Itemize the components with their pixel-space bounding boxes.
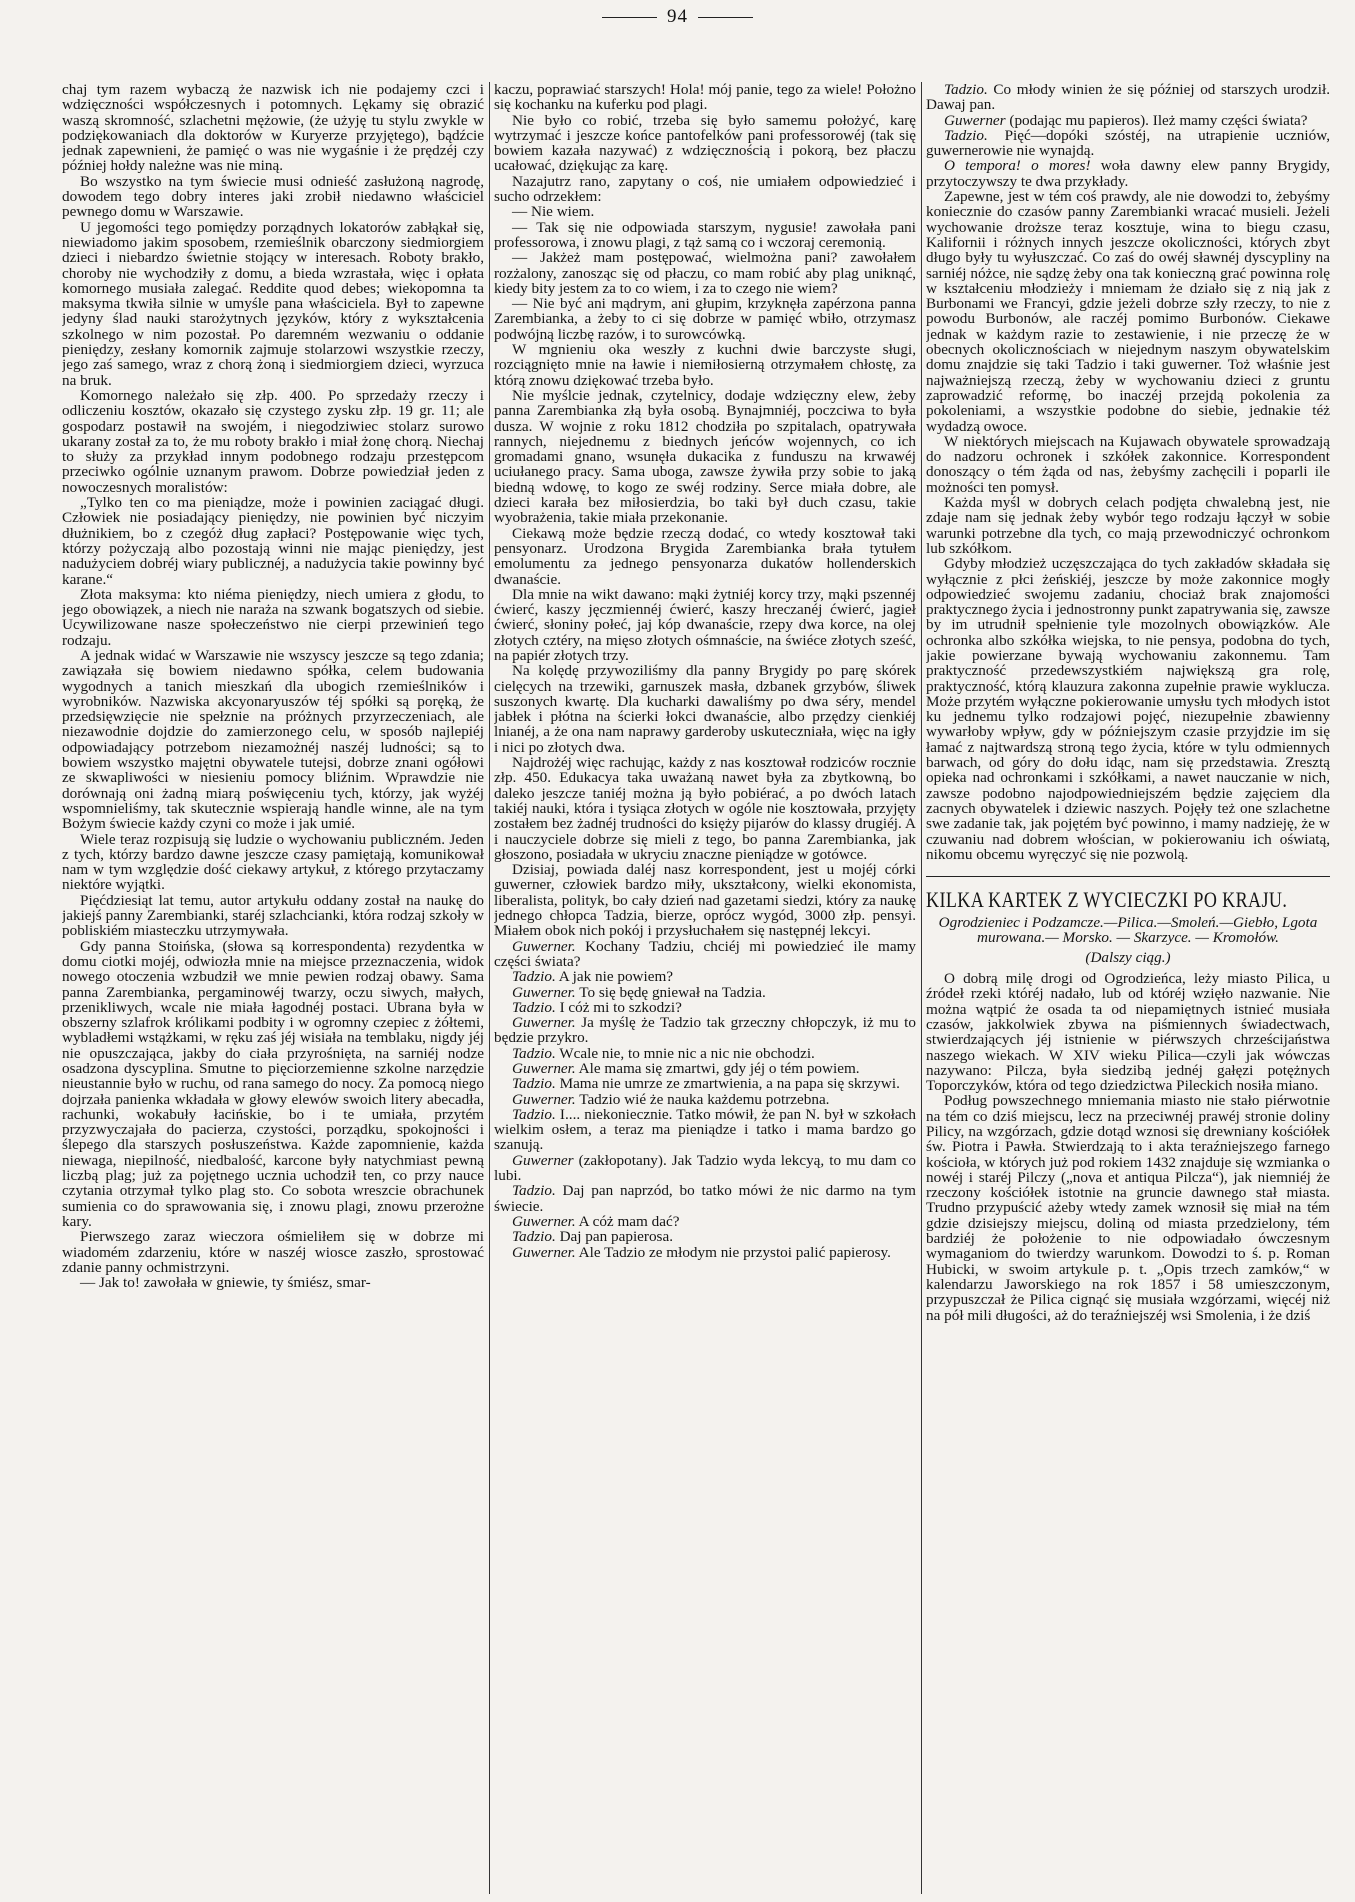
dialogue-text: Kochany Tadziu, chciéj mi powiedzieć ile mamy części świata? [494,937,916,970]
paragraph: „Tylko ten co ma pieniądze, może i powinien zaciągać długi. Człowiek nie posiadający pieniędzy, nie powinien być niczyim dłużnikiem, bo z czegóż dług zapłaci? Postępowanie więc tych, którzy pożyczają albo pozostają winni nie mając pieniędzy, jest nadużyciem dobréj wiary publicznéj, a nadużycia takie powinny być karane.“ [62,494,484,588]
dialogue-line [494,1153,916,1184]
page-number-text: 94 [667,6,688,27]
dialogue-line [494,985,916,1000]
speaker-name: Tadzio. [512,1105,556,1123]
column-1 [62,82,484,1894]
dialogue-text: Ale mama się zmartwi, gdy jéj o tém powiem. [575,1060,860,1077]
paragraph: Pierwszego zaraz wieczora ośmieliłem się w dobrze mi wiadomém zdarzeniu, które w naszéj wiosce zaszło, sprostować zdanie panny ochmistrzyni. [62,1228,484,1276]
paragraph: W niektórych miejscach na Kujawach obywatele sprowadzają do nadzoru ochronek i szkółek zakonnice. Korrespondent donoszący o tém żąda od nas, żebyśmy zachęcili i poparli ile możności ten pomysł. [926,432,1330,496]
divider [698,17,753,18]
speaker-name: Tadzio. [512,968,556,986]
speaker-name: Guwerner. [512,1090,576,1108]
paragraph: O dobrą milę drogi od Ogrodzieńca, leży miasto Pilica, u źródeł rzeki któréj nadało, lub od któréj wzięło nazwanie. Nie można wątpić że osada ta od niepamiętnych istnieć musiała czasów, jakkolwiek zbywa na piśmiennych świadectwach, stwierdzających jéj istnienie w piérwszych chrześcijaństwa naszego wiekach. W XIV wieku Pilica—czyli jak wówczas nazywano: Pilcza, była siedzibą jednéj gałęzi potężnych Toporczyków, która od tego dziedzictwa Pileckich nosiła miano. [926,970,1330,1095]
dialogue-line [494,1092,916,1107]
dialogue-text: A jak nie powiem? [555,968,674,986]
paragraph: Pięćdziesiąt lat temu, autor artykułu oddany został na naukę do jakiejś panny Zarembianki, staréj szlachcianki, która rodzaj szkoły w pobliskiém miasteczku utrzymywała. [62,891,484,940]
speaker-name: Guwerner. [512,1014,576,1032]
paragraph: Bo wszystko na tym świecie musi odnieść zasłużoną nagrodę, dowodem tego dobry interes jaki zrobił niedawno właściciel pewnego domu w Warszawie. [62,172,484,221]
speaker-name: Guwerner [512,1151,574,1169]
dialogue-line [926,113,1330,128]
paragraph: Na kolędę przywoziliśmy dla panny Brygidy po parę skórek cielęcych na trzewiki, garnuszek masła, dzbanek grzybów, śliwek suszonych kwartę. Dla kucharki dawaliśmy po dwa séry, mendel jabłek i płótna na ścierki łokci dwanaście, albo przędzy cienkiéj lnianéj, a że ona nam naprawy garderoby uskuteczniała, więc na igły i nici po złotych dwa. [494,662,916,756]
dialogue-line [926,82,1330,113]
dialogue-text: Daj pan papierosa. [555,1228,674,1246]
paragraph: W mgnieniu oka weszły z kuchni dwie barczyste sługi, rozciągnięto mnie na ławie i niemiłosierną otrzymałem chłostę, za którą znowu dziękować trzeba było. [494,341,916,389]
speaker-name: Guwerner. [512,937,576,955]
paragraph: A jednak widać w Warszawie nie wszyscy jeszcze są tego zdania; zawiązała się bowiem niedawno spółka, celem budowania wygodnych a tanich mieszkań dla ubogich rzemieślników i wyrobników. Nazwiska akcyonaryuszów téj spółki są poręką, że przedsięwzięcie nie spełznie na próżnych przyrzeczeniach, ale niezawodnie dojdzie do zamierzonego celu, w sposób najlepiéj odpowiadający potrzebom niezamożnéj naszéj ludności; są to bowiem wszystko majętni obywatele tutejsi, dobrze znani ogółowi ze skwapliwości w niesieniu pomocy bliźnim. Wprawdzie nie dorównają oni żadną miarą poświęceniu tych, którzy, jak wyżéj wspomnieliśmy, tak skutecznie wspierają handle winne, ale na tym Bożym świecie każdy czyni co może i jak umié. [62,646,484,833]
column-divider [489,82,490,1894]
dialogue-text: Ja myślę że Tadzio tak grzeczny chłopczyk, iż mu to będzie przykro. [494,1014,916,1047]
paragraph: — Jakżeż mam postępować, wielmożna pani? zawołałem rozżalony, zanosząc się od płaczu, co mam robić aby plag uniknąć, kiedy bity jestem za to co wiem, i za to czego nie wiem? [494,249,916,297]
paragraph: Zapewne, jest w tém coś prawdy, ale nie dowodzi to, żebyśmy koniecznie do czasów panny Zarembianki wracać musieli. Jeżeli wychowanie droższe teraz kosztuje, wina to biegu czasu, Kalifornii i różnych innych jeszcze okoliczności, których zbyt długo były tu wyłuszczać. Co zaś do owéj sławnéj dyscypliny na sarniéj nóżce, nie sądzę żeby ona tak konieczną grać powinna rolę w kształceniu młodzieży i mniemam że działo się z nią jak z Burbonami we Francyi, gdzie jeżeli dobrze szły rzeczy, to nie z powodu Burbonów, ale raczéj pomimo Burbonów. Ciekawe jednak w każdym razie to zestawienie, i nie przeczę że w obecnych okolicznościach w niejednym naszym obywatelskim domu znajdzie się taki Tadzio i taki guwerner. Toż właśnie jest najważniejszą rzeczą, żeby w wychowaniu dzieci z gruntu zaprowadzić reformę, bo inaczéj przejdą pokolenia za pokoleniami, a wszystkie podobne do siebie, jednakie téż wydadzą owoce. [926,188,1330,435]
dialogue-line [494,1229,916,1244]
article-heading: KILKA KARTEK Z WYCIECZKI PO KRAJU. [926,887,1288,913]
dialogue-text: Wcale nie, to mnie nic a nic nie obchodzi. [555,1044,815,1062]
paragraph: Dla mnie na wikt dawano: mąki żytniéj korcy trzy, mąki pszennéj ćwierć, kaszy jęczmiennéj ćwierć, kaszy hreczanéj ćwierć, jagieł ćwierć, słoniny połeć, jaj kóp dwanaście, rzepy dwa korce, na olej złotych cztéry, na mięso złotych ośmnaście, na świéce złotych sześć, na papiér złotych trzy. [494,585,916,664]
dialogue-line [494,1046,916,1061]
dialogue-text: Mama nie umrze ze zmartwienia, a na papa się skrzywi. [555,1075,900,1093]
dialogue-text: I.... niekoniecznie. Tatko mówił, że pan N. był w szkołach wielkim osłem, a teraz ma pieniądze i tatko i mama bardzo go szanują. [494,1105,916,1154]
speaker-name: Tadzio. [944,126,988,144]
paragraph: Komornego należało się złp. 400. Po sprzedaży rzeczy i odliczeniu kosztów, okazało się czystego zysku złp. 19 gr. 11; ale gospodarz postawił na swojém, i niegodziwiec stolarz surowo ukarany został za to, że mu roboty brakło i miał żonę chorą. Niechaj to służy za przykład innym podobnego rodzaju przestępcom przeciwko ogólnie uznanym prawom. Dobrze powiedział jeden z nowoczesnych moralistów: [62,386,484,496]
speaker-name: Tadzio. [512,1075,556,1093]
page-number [0,6,1355,28]
dialogue-line [494,1015,916,1046]
speaker-name: Tadzio. [512,1182,556,1200]
speaker-name: Tadzio. [512,998,556,1016]
paragraph: — Nie być ani mądrym, ani głupim, krzyknęła zapérzona panna Zarembianka, a żeby to ci się dobrze w pamięć wbiło, otrzymasz podwójną liczbę razów, i to surowcówką. [494,295,916,343]
paragraph: Nie było co robić, trzeba się było samemu położyć, karę wytrzymać i jeszcze końce pantofelków pani professorowéj (tak się bowiem kazała nazywać) z wdzięcznością i pokorą, bez płaczu ucałować, dziękując za karę. [494,111,916,175]
dialogue-text: (podając mu papieros). Ileż mamy części świata? [1005,111,1308,129]
dialogue-line [494,1000,916,1015]
paragraph: kaczu, poprawiać starszych! Hola! mój panie, tego za wiele! Położno się kochanku na kuferku pod plagi. [494,82,916,114]
speaker-name: Guwerner. [512,1212,576,1230]
speaker-name: Guwerner [944,111,1006,129]
column-divider [921,82,922,1894]
dialogue-line [494,1245,916,1260]
dialogue-line [494,939,916,970]
speaker-name: Guwerner. [512,983,576,1001]
paragraph: — Jak to! zawołała w gniewie, ty śmiész, smar- [80,1274,371,1292]
paragraph: Nie myślcie jednak, czytelnicy, dodaje wdzięczny elew, żeby panna Zarembianka złą była osobą. Bynajmniéj, poczciwa to była dusza. W wojnie z roku 1812 chodziła po szpitalach, opatrywała rannych, niejednemu z biednych jeńców wojennych, co ich gromadami gnano, wsunęła dukacika z funduszu na krwawéj uciułanego pracy. Sama uboga, zawsze żywiła przy sobie to jaką biedną wdowę, to kogo ze swéj rodziny. Serce miała dobre, ale dzieci karała bez miłosierdzia, bo taki był duch czasu, takie wyobrażenia, takie miała przekonanie. [494,386,916,527]
paragraph: Wiele teraz rozpisują się ludzie o wychowaniu publiczném. Jeden z tych, którzy bardzo dawne jeszcze czasy pamiętają, komunikował nam w tym względzie dość ciekawy artykuł, z którego przytaczamy niektóre wyjątki. [62,830,484,894]
speaker-name: Guwerner. [512,1243,576,1261]
dialogue-line [926,128,1330,159]
paragraph: Złota maksyma: kto niéma pieniędzy, niech umiera z głodu, to jego obowiązek, a niech nie naraża na szwank bogatszych od siebie. Ucywilizowane nasze społeczeństwo nie cierpi przewinień tego rodzaju. [62,585,484,649]
dialogue-text: woła dawny elew panny Brygidy, przytoczywszy te dwa przykłady. [926,157,1330,190]
dialogue-text: Daj pan naprzód, bo tatko mówi że nic darmo na tym świecie. [494,1182,916,1215]
column-3 [926,82,1330,1894]
dialogue-line [494,1214,916,1229]
divider [602,17,657,18]
dialogue-text: Co młody winien że się później od starszych urodził. Dawaj pan. [926,82,1330,114]
dialogue-text: A cóż mam dać? [575,1212,680,1230]
paragraph: Podług powszechnego mniemania miasto nie stało piérwotnie na tém co dziś miejscu, lecz na przeciwnéj prawéj stronie doliny Pilicy, na wzgórzach, gdzie dotąd wznosi się drewniany kościółek św. Piotra i Pawła. Stwierdzają to i akta teraźniejszego farnego kościoła, w których już pod rokiem 1432 znajduje się wzmianka o nowéj i staréj Pilczy („nova et antiqua Pilcza“), jak niemniéj że rzeczony kościółek istotnie na gruncie dawnego stał miasta. Trudno przypuścić ażeby wtedy zamek wznosił się miał na tém gdzie dzisiejszy miejscu, doliną od miasta przedzielony, tém bardziéj że położenie to nie odpowiadało ówczesnym wymaganiom do twierdzy warunkom. Dowodzi to ś. p. Roman Hubicki, w swoim artykule p. t. „Opis trzech zamków,“ w kalendarzu Jaworskiego na rok 1857 i 58 umieszczonym, przypuszczał że Pilica cignąć się musiała wzgórzami, więcéj niż na pół mili długości, aż do teraźniejszéj wsi Smolenia, i że dziś [926,1092,1330,1324]
speaker-name: Tadzio. [944,82,988,98]
paragraph: — Nie wiem. [512,203,595,221]
speaker-name: O tempora! o mores! [944,157,1091,175]
dialogue-text: To się będę gniewał na Tadzia. [575,983,766,1001]
speaker-name: Guwerner. [512,1060,576,1077]
dialogue-line [926,158,1330,189]
paragraph: U jegomości tego pomiędzy porządnych lokatorów zabłąkał się, niewiadomo jakim sposobem, rzemieślnik obarczony siedmiorgiem dzieci i niebardzo świetnie stojący w interesach. Roboty brakło, choroby nie wychodziły z domu, a bieda wzrastała, więc i opłata komornego musiała zalegać. Reddite quod debes; wiekopomna ta maksyma tkwiła silnie w umyśle pana właściciela. Był to zapewne jedyny ślad nauki starożytnych języków, który z wykształcenia szkolnego w nim pozostał. Po daremném wezwaniu o oddanie pieniędzy, zesłany komornik zajmuje stolarzowi wszystkie rzeczy, jego zaś samego, wraz z chorą żoną i siedmiorgiem dzieci, wyrzuca na bruk. [62,218,484,389]
section-divider [926,876,1330,877]
dialogue-text: Ale Tadzio ze młodym nie przystoi palić papierosy. [575,1243,891,1261]
dialogue-line [494,969,916,984]
dialogue-line [494,1107,916,1153]
paragraph: Każda myśl w dobrych celach podjęta chwalebną jest, nie zdaje nam się jednak żeby wybór tego rodzaju łączył w sobie warunki potrzebne dla tych, co mają przewodniczyć ochronkom lub szkółkom. [926,494,1330,557]
paragraph: Dzisiaj, powiada daléj nasz korrespondent, jest u mojéj córki guwerner, człowiek bardzo miły, ukształcony, wielki ekonomista, liberalista, polityk, bo cały dzień nad gazetami siedzi, który za naukę jednego chłopca Tadzia, bierze, oprócz wygód, 3000 złp. pensyi. Miałem obok nich pokój i przysłuchałem się następnéj lekcyi. [494,861,916,940]
paragraph: — Tak się nie odpowiada starszym, nygusie! zawołała pani professorowa, i znowu plagi, z tąż samą co i wczoraj ceremonią. [494,218,916,251]
dialogue-line [494,1061,916,1076]
dialogue-text: I cóż mi to szkodzi? [555,998,682,1016]
dialogue-text: Tadzio wié że nauka każdemu potrzebna. [575,1090,830,1108]
continuation-note: (Dalszy ciąg.) [1085,948,1171,966]
article-subtitle: Ogrodzieniec i Podzamcze.—Pilica.—Smoleń.—Giebło, Lgota murowana.— Morsko. — Skarzyce. — Kromołów. [938,914,1318,947]
dialogue-line [494,1183,916,1214]
dialogue-line [494,1076,916,1091]
speaker-name: Tadzio. [512,1228,556,1246]
speaker-name: Tadzio. [512,1044,556,1062]
dialogue-text: Pięć—dopóki szóstéj, na utrapienie uczniów, guwernerowie nie wynajdą. [926,126,1330,160]
paragraph: Najdrożéj więc rachując, każdy z nas kosztował rodziców rocznie złp. 450. Edukacya taka uważaną nawet była za zbytkowną, bo daleko jeszcze taniéj można ją było pobiérać, a po dwóch latach takiéj nauki, która i tysiąca złotych w ogóle nie kosztowała, przyjęty zostałem bez żadnéj trudności do księży pijarów do klassy drugiéj. A i nauczyciele dobrze się mieli z tego, bo panna Zarembianka, jak głoszono, posiadała w ukryciu znaczne pieniądze w gotówce. [494,754,916,863]
dialogue-text: (zakłopotany). Jak Tadzio wyda lekcyą, to mu dam co lubi. [494,1151,916,1185]
paragraph: chaj tym razem wybaczą że nazwisk ich nie podajemy czci i wdzięczności współczesnych i potomnych. Lękamy się obrazić waszą skromność, szlachetni mężowie, (że użyję tu stylu zwykle w podziękowaniach dla doktorów w Kuryerze przyjętego), bądźcie jednak zapewnieni, że pamięć o was nie wygaśnie i że prędzéj czy później hołdy należne was nie miną. [62,82,484,175]
paragraph: Gdy panna Stoińska, (słowa są korrespondenta) rezydentka w domu ciotki mojéj, odwiozła mnie na miejsce przeznaczenia, widok nowego otoczenia wzbudził we mnie pewien rodzaj obawy. Sama panna Zarembianka, pergaminowéj twarzy, oczu siwych, małych, przenikliwych, wcale nie miała łagodnéj postaci. Ubrana była w obszerny szlafrok królikami podbity i w ogromny czepiec z żółtemi, wybladłemi wstążkami, w ręku zaś jéj wisiała na temblaku, nigdy jéj nie opuszczająca, jakby do ciała przyrośnięta, na sarniéj nodze osadzona dyscyplina. Smutne to pięciorzemienne szkolne narzędzie nieustannie było w ruchu, od rana samego do nocy. Za pomocą niego dojrzała panienka wkładała w głowy elewów swoich litery abecadła, rachunki, wokabuły łacińskie, bo i te umiała, przytém przyzwyczajała do pacierza, czystości, porządku, spokojności i ślepego dla starszych posłuszeństwa. Każde zapomnienie, każda niewaga, niepilność, niedbalość, karcone były natychmiast pewną liczbą plag; już za pojętnego ucznia uchodził ten, co przy nauce czytania otrzymał tylko plag sto. Co sobota wreszcie obrachunek sumienia co do sprawowania się, i znowu plagi, znowu przerożne kary. [62,937,484,1230]
paragraph: Nazajutrz rano, zapytany o coś, nie umiałem odpowiedzieć i sucho odrzekłem: [494,172,916,206]
column-2 [494,82,916,1894]
paragraph: Ciekawą może będzie rzeczą dodać, co wtedy kosztował taki pensyonarz. Urodzona Brygida Zarembianka brała tytułem emolumentu za jednego pensyonarza dukatów hollenderskich dwanaście. [494,524,916,588]
paragraph: Gdyby młodzież uczęszczająca do tych zakładów składała się wyłącznie z płci żeńskiéj, jeszcze by może zakonnice mogły odpowiedzieć swojemu zadaniu, chociaż brak znajomości praktycznego życia i jednostronny punkt zapatrywania się, zawsze by im utrudnił spełnienie tyle mozolnych obowiązków. Ale ochronka albo szkółka wiejska, to nie pensya, podobna do tych, jakie powierzane bywają wychowaniu zakonnemu. Tam praktyczność przedewszystkiém największą gra rolę, praktyczność, którą klauzura zakonna zupełnie prawie wyklucza. Może przytém wyłączne pokierowanie umysłu tych młodych istot ku jednemu tylko rodzajowi pojęć, niezupełnie zbawienny wywarłoby wpływ, gdy w późniejszym czasie przyjdzie im się łamać z najtwardszą stroną tego życia, które w tylu odmiennych barwach, od góry do dołu idąc, nam się przedstawia. Zresztą opieka nad ochronkami i szkółkami, a nawet nauczanie w nich, zawsze podobno najodpowiedniejszém będzie zajęciem dla zacnych obywatelek i dziewic naszych. Pojęły też one szlachetne swe zadanie tak, jak pojętém być powinno, i mamy nadzieję, że w czuwaniu nad dobrem włościan, w pokierowaniu ich oświatą, nikomu obcemu wyręczyć się nie pozwolą. [926,555,1330,863]
